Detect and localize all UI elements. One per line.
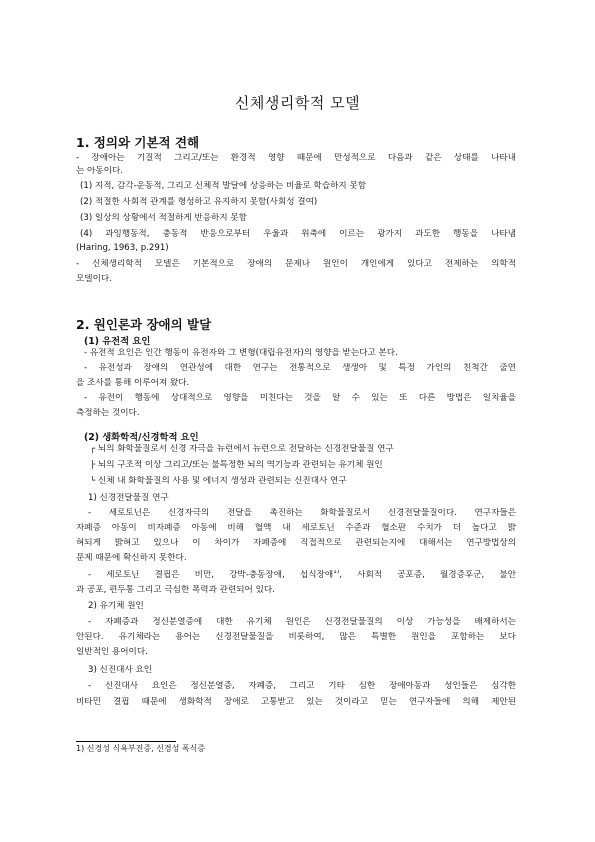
page-title: 신체생리학적 모델 <box>234 94 361 112</box>
item-2-label: 2) 유기체 원인 <box>88 601 144 611</box>
item-3-label: 3) 신진대사 요인 <box>88 665 153 675</box>
item-2-line: - 자폐증과 정신분열증에 대한 유기체 원인은 신경전달물질의 이상 가능성을 배제하서는 <box>88 617 516 627</box>
subsection-1-line: - 유전이 행동에 상대적으로 영향을 미친다는 것을 알 수 있는 또 다른 방법은 일치율을 <box>84 393 516 403</box>
footnote-divider <box>76 741 176 742</box>
item-1-sup-line-post: , 사회적 공포증, 월경증후군, 불안 <box>339 570 516 580</box>
item-1-line: 문제 때문에 확신하지 못한다. <box>76 553 187 563</box>
section-1-line: (3) 일상의 상황에서 적절하게 반응하지 못함 <box>80 213 247 223</box>
footnote-marker: 1) <box>333 570 340 576</box>
section-1-line: - 신체생리학적 모델은 기본적으로 장애의 문제나 원인이 개인에게 있다고 전제하는 의학적 <box>76 259 516 269</box>
item-3-line: - 신진대사 요인은 정신분열증, 자폐증, 그리고 기타 심한 장애아동과 성인들은 심각한 <box>88 681 516 691</box>
subsection-1-line: 을 조사를 통해 이루어져 왔다. <box>76 378 190 388</box>
item-1-sup-line <box>88 570 516 581</box>
item-1-sup-line-pre: - 세로토닌 결핍은 비만, 강박-충동장애, 섭식장애 <box>88 570 334 580</box>
subsection-1-line: - 유전성과 장애의 연관성에 대한 연구는 전통적으로 생생아 및 특정 가인의 친척간 출연 <box>84 363 516 373</box>
section-1-line: 는 아동이다. <box>76 166 123 176</box>
item-3-line: 비타민 결핍 때문에 생화학적 장애로 고통받고 있는 것이라고 믿는 연구자들에 의해 제안된 <box>76 697 516 707</box>
section-1-line: (4) 과잉행동적, 충동적 반응으로부터 우울과 위축에 이르는 광가지 과도한 행동을 나타냄 <box>80 229 516 239</box>
section-1-line: (2) 적절한 사회적 관계를 형성하고 유지하지 못함(사회성 결여) <box>80 197 318 207</box>
subsection-1-line: - 유전적 요인은 인간 행동이 유전자와 그 변형(대립유전자)의 영향을 받는다고 본다. <box>84 348 398 358</box>
bracket-line: └ 신체 내 화학물질의 사용 및 에너지 생성과 관련되는 신진대사 연구 <box>90 476 347 486</box>
section-2-heading: 2. 원인론과 장애의 발달 <box>76 317 212 332</box>
bracket-line: ┌ 뇌의 화학물질로서 신경 자극을 뉴런에서 뉴런으로 전달하는 신경전달물질 연구 <box>90 444 394 454</box>
item-1-line: 자폐증 아동이 비자폐증 아동에 비해 혈액 내 세로토닌 수준과 혈소판 수치가 더 높다고 밝 <box>76 523 516 533</box>
subsection-2-heading: (2) 생화학적/신경학적 요인 <box>84 432 199 443</box>
item-1-line: - 세로토닌은 신경자극의 전달을 촉진하는 화학물질로서 신경전달물질이다. 연구자들은 <box>88 508 516 518</box>
section-1-line: 모델이다. <box>76 274 112 284</box>
subsection-1-heading: (1) 유전적 요인 <box>84 336 151 347</box>
item-1-line: 과 공포, 편두통 그리고 극심한 폭력과 관련되어 있다. <box>76 585 275 595</box>
section-1-line: (Haring, 1963, p.291) <box>76 243 169 253</box>
subsection-1-line: 측정하는 것이다. <box>76 408 140 418</box>
item-2-line: 안된다. 유기체라는 용어는 신경전달물질을 비롯하여, 많은 특별한 원인을 포함하는 보다 <box>76 632 516 642</box>
section-1-line: - 장애아는 기질적 그리고/또는 환경적 영향 때문에 만성적으로 다음과 같은 상태를 나타내 <box>76 153 516 163</box>
item-1-label: 1) 신경전달물질 연구 <box>88 493 169 503</box>
section-1-heading: 1. 정의와 기본적 견해 <box>76 135 200 150</box>
item-2-line: 일반적인 용어이다. <box>76 647 148 657</box>
footnote: 1) 신경성 식욕부진증, 신경성 폭식증 <box>76 744 206 753</box>
bracket-line: ├ 뇌의 구조적 이상 그리고/또는 불특정한 뇌의 역기능과 관련되는 유기체 원인 <box>90 460 383 470</box>
item-1-line: 혀되게 밝혀고 있으나 이 차이가 자폐증에 직접적으로 관련되는지에 대해서는 연구방법상의 <box>76 538 516 548</box>
section-1-line: (1) 지적, 감각-운동적, 그리고 신체적 발달에 상응하는 비율로 학습하지 못함 <box>80 181 367 191</box>
